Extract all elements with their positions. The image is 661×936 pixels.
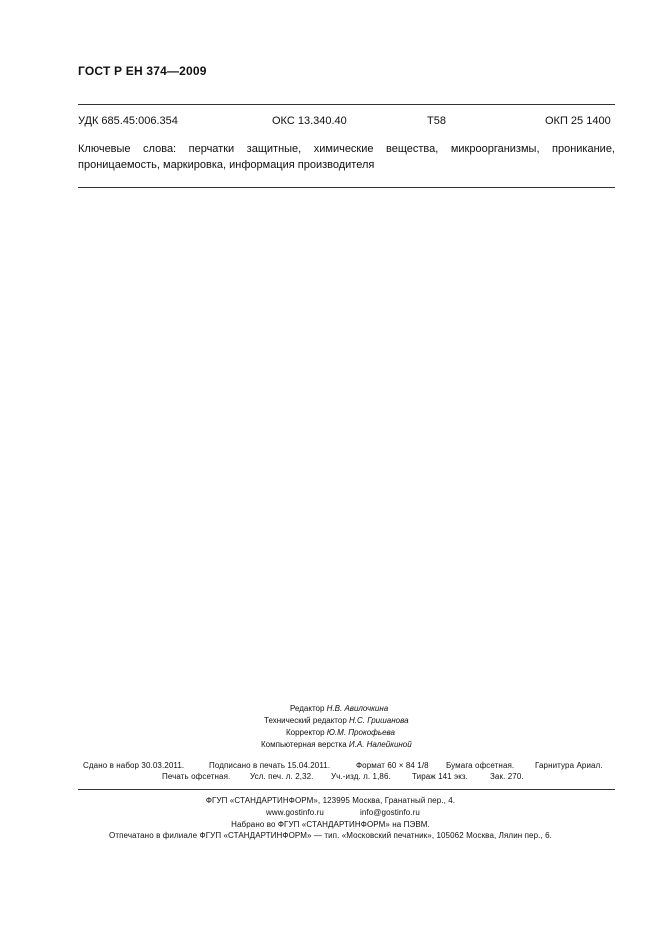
t58-code: Т58 [427, 115, 446, 127]
corrector-label: Корректор [286, 728, 327, 737]
udk-code: УДК 685.45:006.354 [78, 115, 178, 127]
publisher-email[interactable]: info@gostinfo.ru [360, 808, 420, 817]
format-text: Формат 60 × 84 [356, 761, 415, 770]
okp-code: ОКП 25 1400 [545, 115, 611, 127]
publisher-address: ФГУП «СТАНДАРТИНФОРМ», 123995 Москва, Гранатный пер., 4. [205, 796, 456, 805]
editor-label: Редактор [290, 704, 327, 713]
layout-name: И.А. Налейкиной [348, 740, 412, 749]
layout-line [261, 738, 412, 751]
print-run: Тираж 141 экз. [412, 772, 469, 781]
print-order: Зак. 270. [490, 772, 524, 781]
printed-at-info: Отпечатано в филиале ФГУП «СТАНДАРТИНФОРМ» — тип. «Московский печатник», 105062 Москва, Лялин пер., 6. [109, 831, 552, 840]
print-paper: Бумага офсетная. [446, 761, 515, 770]
keywords-paragraph: Ключевые слова: перчатки защитные, химические вещества, микроорганизмы, проникание, проницаемость, маркировка, информация производителя [78, 143, 615, 171]
editor-name: Н.В. Авилочкина [326, 704, 389, 713]
print-method: Печать офсетная. [162, 772, 231, 781]
print-submitted: Сдано в набор 30.03.2011. [83, 761, 185, 770]
oks-code: ОКС 13.340.40 [272, 115, 347, 127]
print-sheets: Усл. печ. л. 2,32. [250, 772, 314, 781]
top-divider [78, 104, 615, 105]
print-format [356, 761, 429, 770]
tech-editor-name: Н.С. Гришанова [349, 716, 409, 725]
layout-label: Компьютерная верстка [261, 740, 349, 749]
format-fraction: 1/8 [417, 761, 429, 770]
typeset-info: Набрано во ФГУП «СТАНДАРТИНФОРМ» на ПЭВМ. [231, 820, 430, 829]
corrector-name: Ю.М. Прокофьева [326, 728, 395, 737]
publisher-site[interactable]: www.gostinfo.ru [266, 808, 324, 817]
keywords-divider [78, 187, 615, 188]
tech-editor-label: Технический редактор [264, 716, 349, 725]
print-pub-sheets: Уч.-изд. л. 1,86. [331, 772, 391, 781]
document-code: ГОСТ Р ЕН 374—2009 [78, 64, 207, 78]
print-signed: Подписано в печать 15.04.2011. [209, 761, 331, 770]
publisher-divider [78, 789, 615, 790]
print-font: Гарнитура Ариал. [535, 761, 603, 770]
